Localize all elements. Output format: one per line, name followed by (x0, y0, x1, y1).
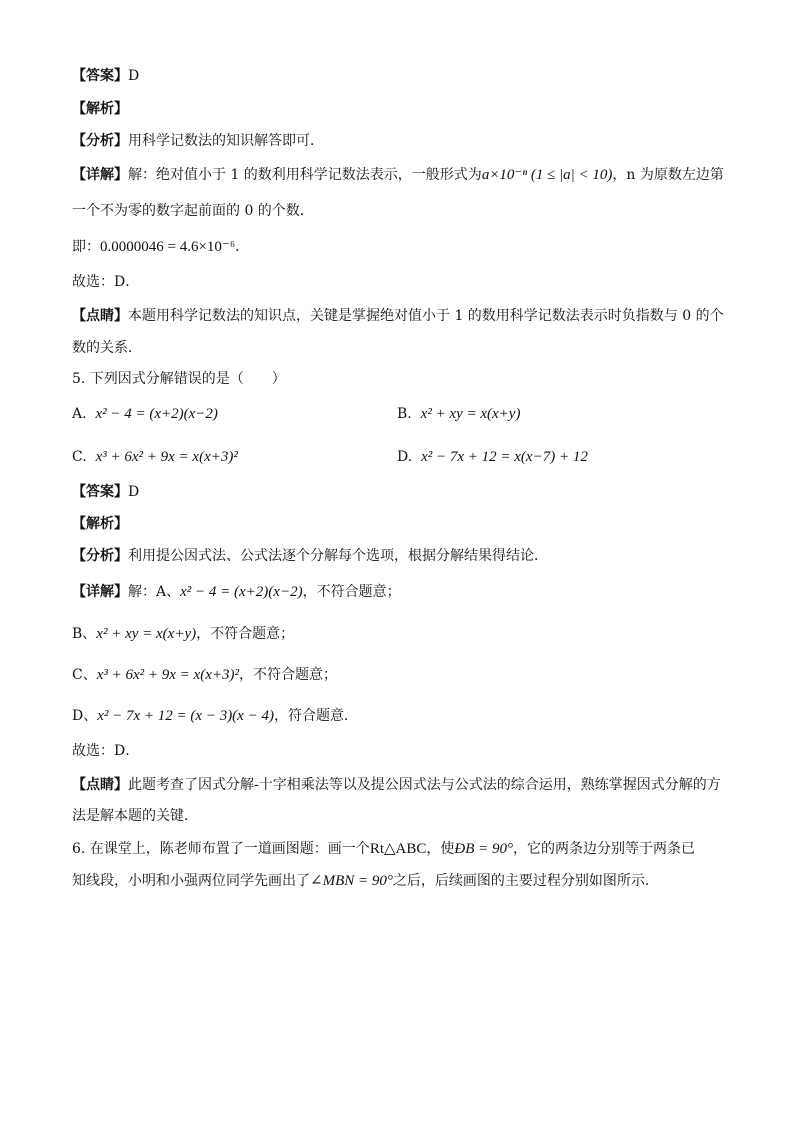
comment-text: 此题考查了因式分解-十字相乘法等以及提公因式法与公式法的综合运用，熟练掌握因式分解的方 (128, 777, 721, 793)
q4-detail-line-1 (72, 165, 724, 185)
answer-tag: 【答案】 (72, 484, 128, 500)
q5-stem (72, 369, 286, 389)
q5-option-a (72, 404, 218, 424)
q5-option-c (72, 447, 238, 467)
scientific-notation-formula: a×10⁻ⁿ (1 ≤ |a| < 10) (481, 167, 613, 183)
q5-comment-line-1 (72, 775, 721, 795)
comment-tag: 【点睛】 (72, 777, 128, 793)
option-expr: x³ + 6x² + 9x = x(x+3)² (95, 449, 238, 465)
option-label: D. (397, 449, 413, 465)
q6-stem-line-2 (72, 871, 659, 891)
detail-suffix: ，不符合题意； (302, 584, 401, 600)
option-label: C. (72, 449, 87, 465)
question-stem: ，它的两条边分别等于两条已 (513, 841, 695, 857)
q5-detail-line-a (72, 582, 401, 602)
detail-text: 一个不为零的数字起前面的 0 的个数． (72, 203, 314, 219)
angle-condition: ÐB = 90° (454, 841, 513, 857)
fenxi-tag: 【分析】 (72, 133, 128, 149)
comment-text: 法是解本题的关键． (72, 808, 198, 824)
ji-formula: 0.0000046 = 4.6×10⁻⁶ (100, 239, 236, 255)
question-stem: ，使 (426, 841, 455, 857)
q4-detail-line-2 (72, 201, 314, 221)
analysis-tag: 【解析】 (72, 516, 128, 532)
detail-expr: x² − 7x + 12 = (x − 3)(x − 4) (97, 708, 274, 724)
detail-prefix: C、 (72, 667, 97, 683)
fenxi-text: 利用提公因式法、公式法逐个分解每个选项，根据分解结果得结论． (128, 548, 548, 564)
detail-suffix: ，不符合题意； (196, 626, 295, 642)
q5-detail-line-b (72, 624, 294, 644)
option-label: A. (72, 406, 87, 422)
ji-label: 即： (72, 239, 100, 255)
comment-text: 本题用科学记数法的知识点，关键是掌握绝对值小于 1 的数用科学记数法表示时负指数与 0 的个 (128, 308, 724, 324)
q4-fenxi-line (72, 131, 324, 151)
option-label: B. (397, 406, 412, 422)
detail-text: ，n 为原数左边第 (612, 167, 724, 183)
detail-tag: 【详解】 (72, 584, 128, 600)
analysis-tag: 【解析】 (72, 101, 128, 117)
detail-expr: x³ + 6x² + 9x = x(x+3)² (96, 667, 239, 683)
detail-expr: x² − 4 = (x+2)(x−2) (180, 584, 303, 600)
q4-comment-line-2 (72, 338, 142, 358)
detail-text: 解：绝对值小于 1 的数利用科学记数法表示，一般形式为 (128, 167, 482, 183)
option-expr: x² − 4 = (x+2)(x−2) (95, 406, 218, 422)
q5-answer-line (72, 482, 139, 502)
question-stem: 知线段，小明和小强两位同学先画出了 (72, 873, 310, 889)
q5-detail-line-c (72, 665, 337, 685)
triangle-name: Rt△ABC (369, 841, 427, 857)
q4-analysis-line (72, 99, 128, 119)
q5-fenxi-line (72, 546, 548, 566)
q5-comment-line-2 (72, 806, 198, 826)
option-expr: x² − 7x + 12 = x(x−7) + 12 (421, 449, 588, 465)
fenxi-text: 用科学记数法的知识解答即可． (128, 133, 324, 149)
question-stem: 之后，后续画图的主要过程分别如图所示． (392, 873, 659, 889)
q5-choose-line (72, 741, 139, 761)
detail-expr: x² + xy = x(x+y) (96, 626, 197, 642)
ji-end: ． (235, 239, 250, 255)
q4-choose-line (72, 272, 139, 292)
q5-option-d (397, 447, 588, 467)
detail-prefix: B、 (72, 626, 97, 642)
detail-suffix: ，符合题意． (273, 708, 358, 724)
q4-answer-line (72, 66, 139, 86)
detail-tag: 【详解】 (72, 167, 128, 183)
answer-value: D (128, 68, 140, 84)
question-stem: 5. 下列因式分解错误的是（ ） (72, 371, 286, 387)
comment-tag: 【点睛】 (72, 308, 128, 324)
option-expr: x² + xy = x(x+y) (420, 406, 521, 422)
choose-text: 故选：D． (72, 274, 140, 290)
fenxi-tag: 【分析】 (72, 548, 128, 564)
choose-text: 故选：D． (72, 743, 140, 759)
comment-text: 数的关系． (72, 340, 142, 356)
q4-comment-line-1 (72, 306, 724, 326)
answer-tag: 【答案】 (72, 68, 128, 84)
q5-analysis-line (72, 514, 128, 534)
detail-prefix: 解：A、 (128, 584, 181, 600)
detail-suffix: ，不符合题意； (238, 667, 337, 683)
angle-mbn: ∠MBN = 90° (310, 873, 393, 889)
q6-stem-line-1 (72, 839, 695, 859)
q5-option-b (397, 404, 520, 424)
q5-detail-line-d (72, 706, 358, 726)
question-stem: 6. 在课堂上，陈老师布置了一道画图题：画一个 (72, 841, 370, 857)
q4-ji-line (72, 237, 249, 257)
answer-value: D (128, 484, 140, 500)
detail-prefix: D、 (72, 708, 98, 724)
